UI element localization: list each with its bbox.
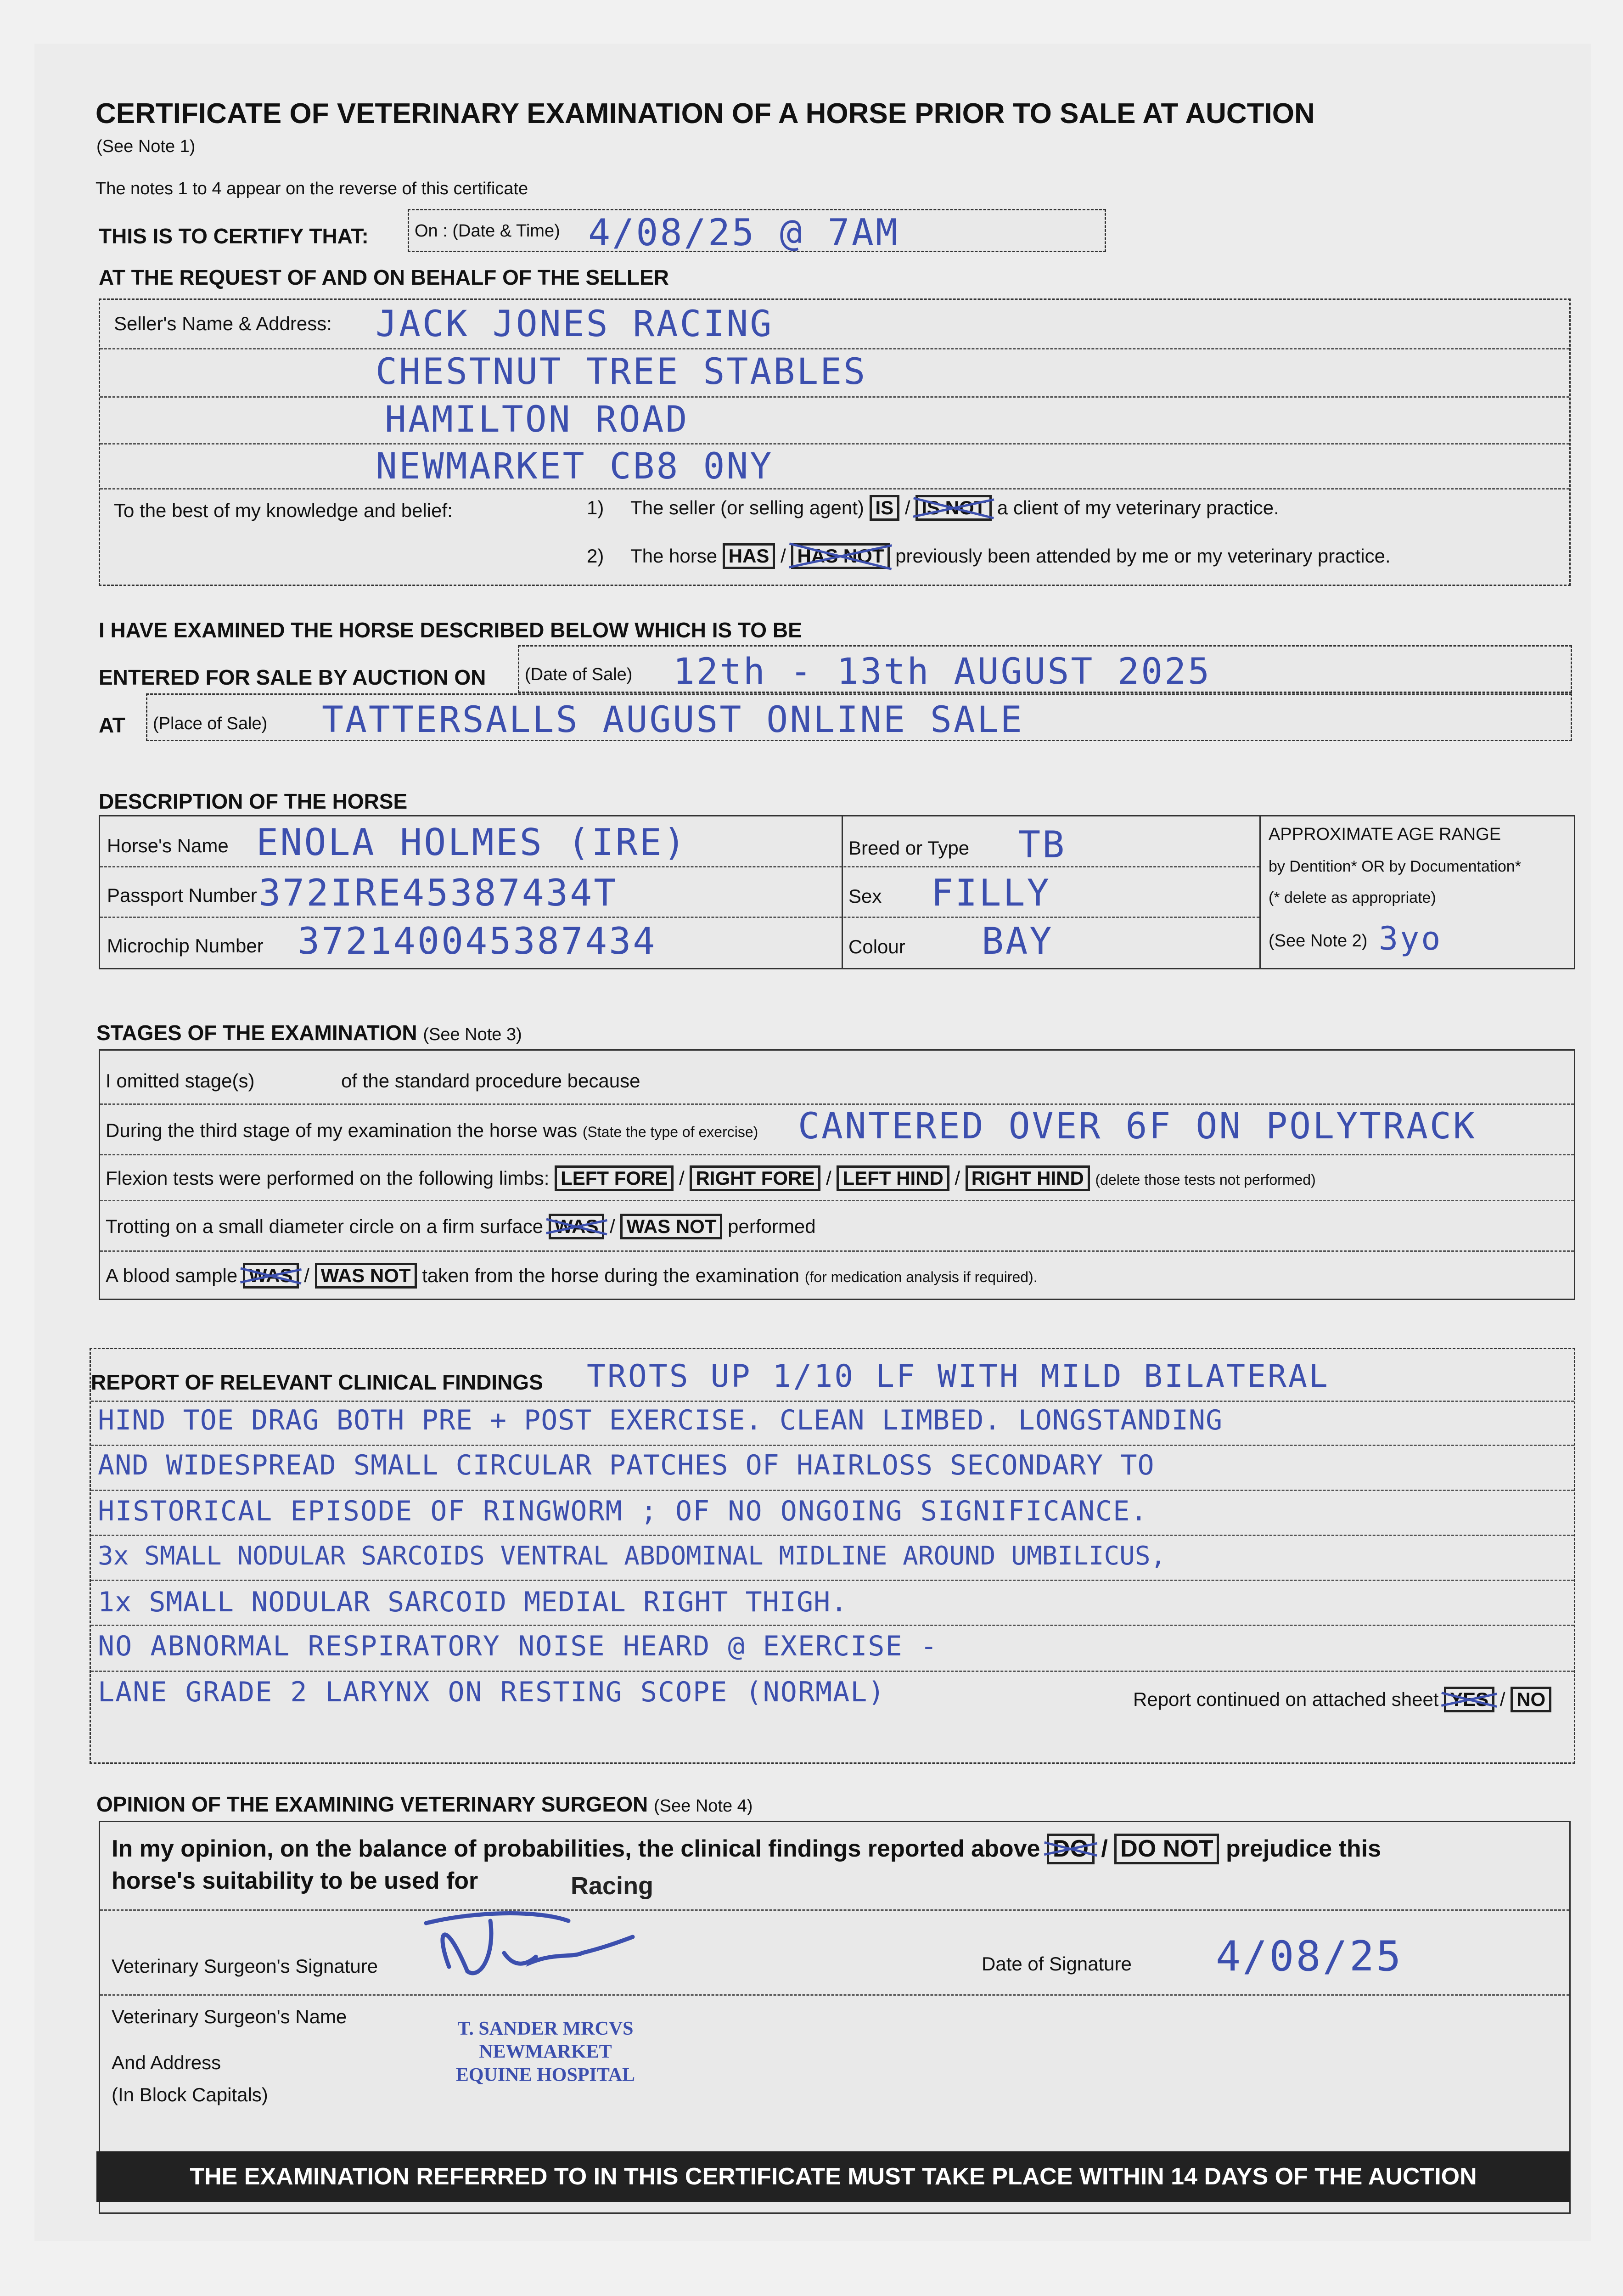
seller-line-3[interactable]: HAMILTON ROAD bbox=[385, 399, 689, 440]
report-line-1[interactable]: TROTS UP 1/10 LF WITH MILD BILATERAL bbox=[587, 1358, 1330, 1395]
third-stage-line bbox=[106, 1120, 758, 1142]
opinion-heading-line bbox=[96, 1792, 753, 1817]
vet-name-label: Veterinary Surgeon's Name bbox=[112, 2006, 347, 2027]
date-of-signature-label: Date of Signature bbox=[982, 1953, 1132, 1975]
blood-was-option[interactable]: WAS bbox=[243, 1263, 299, 1289]
date-of-sale-value: 12th - 13th AUGUST 2025 bbox=[673, 651, 1212, 692]
seller-rule bbox=[100, 488, 1569, 490]
microchip-label: Microchip Number bbox=[107, 935, 264, 957]
trot-suffix: performed bbox=[728, 1216, 816, 1237]
seller-rule bbox=[100, 396, 1569, 398]
seller-rule bbox=[100, 443, 1569, 445]
suitability-value[interactable]: Racing bbox=[571, 1872, 654, 1900]
knowledge-label: To the best of my knowledge and belief: bbox=[114, 500, 453, 521]
horse-attended-line: 2) The horse HAS / HAS NOT previously been attended by me or my veterinary practice. bbox=[587, 543, 1391, 569]
vet-address-label: And Address bbox=[112, 2052, 221, 2073]
row-rule bbox=[100, 1250, 1574, 1252]
report-rule bbox=[91, 1671, 1574, 1672]
age-see-note: (See Note 2) bbox=[1269, 931, 1368, 951]
stages-box bbox=[99, 1049, 1575, 1300]
opinion-prejudice-text: prejudice this bbox=[1225, 1835, 1382, 1862]
colour-label: Colour bbox=[848, 936, 905, 957]
report-continued-line: Report continued on attached sheet YES / NO bbox=[1133, 1687, 1551, 1712]
flexion-label: Flexion tests were performed on the following limbs: bbox=[106, 1167, 550, 1189]
auction-heading: ENTERED FOR SALE BY AUCTION ON bbox=[99, 665, 486, 689]
examined-heading: I HAVE EXAMINED THE HORSE DESCRIBED BELOW WHICH IS TO BE bbox=[99, 618, 802, 642]
age-delete-note: (* delete as appropriate) bbox=[1269, 889, 1436, 906]
sex-label: Sex bbox=[848, 885, 882, 907]
on-date-value: 4/08/25 @ 7AM bbox=[588, 211, 900, 254]
item1-number: 1) bbox=[587, 497, 604, 518]
at-label: AT bbox=[99, 713, 125, 737]
item1-text: The seller (or selling agent) bbox=[630, 497, 864, 518]
opinion-statement: In my opinion, on the balance of probabilities, the clinical findings reported above DO / DO NOT prejudice this bbox=[112, 1834, 1381, 1864]
report-line-5[interactable]: 3x SMALL NODULAR SARCOIDS VENTRAL ABDOMINAL MIDLINE AROUND UMBILICUS, bbox=[98, 1541, 1166, 1571]
age-method: by Dentition* OR by Documentation* bbox=[1269, 858, 1521, 875]
age-heading: APPROXIMATE AGE RANGE bbox=[1269, 825, 1501, 844]
breed-value[interactable]: TB bbox=[1018, 823, 1067, 866]
seller-line-4[interactable]: NEWMARKET CB8 0NY bbox=[376, 446, 774, 487]
report-rule bbox=[91, 1535, 1574, 1536]
report-box bbox=[90, 1348, 1575, 1764]
notes-line: The notes 1 to 4 appear on the reverse of this certificate bbox=[95, 179, 528, 198]
continued-no-option[interactable]: NO bbox=[1511, 1687, 1551, 1712]
row-rule bbox=[100, 1909, 1569, 1911]
breed-label: Breed or Type bbox=[848, 837, 970, 859]
flexion-left-hind[interactable]: LEFT HIND bbox=[837, 1165, 949, 1191]
certify-date-box[interactable] bbox=[408, 209, 1106, 252]
exercise-value[interactable]: CANTERED OVER 6F ON POLYTRACK bbox=[798, 1106, 1477, 1147]
report-line-6[interactable]: 1x SMALL NODULAR SARCOID MEDIAL RIGHT THIGH. bbox=[98, 1586, 848, 1618]
sale-date-box[interactable] bbox=[518, 645, 1572, 693]
seller-rule bbox=[100, 348, 1569, 349]
blood-line: A blood sample WAS / WAS NOT taken from the horse during the examination (for medication analysis if required). bbox=[106, 1263, 1038, 1289]
passport-label: Passport Number bbox=[107, 884, 257, 906]
report-line-7[interactable]: NO ABNORMAL RESPIRATORY NOISE HEARD @ EXERCISE - bbox=[98, 1630, 938, 1662]
sex-value[interactable]: FILLY bbox=[931, 872, 1051, 914]
blood-was-not-option[interactable]: WAS NOT bbox=[315, 1263, 417, 1289]
stamp-line-1: T. SANDER MRCVS bbox=[457, 2018, 634, 2039]
flexion-line: Flexion tests were performed on the following limbs: LEFT FORE / RIGHT FORE / LEFT HIND / RIGHT HIND (delete those tests not performed) bbox=[106, 1165, 1316, 1191]
stages-note: (See Note 3) bbox=[423, 1025, 522, 1044]
horse-has-not-option[interactable]: HAS NOT bbox=[791, 543, 890, 569]
horse-name-value[interactable]: ENOLA HOLMES (IRE) bbox=[256, 821, 687, 864]
report-line-8[interactable]: LANE GRADE 2 LARYNX ON RESTING SCOPE (NORMAL) bbox=[98, 1676, 886, 1708]
report-rule bbox=[91, 1580, 1574, 1581]
trot-was-not-option[interactable]: WAS NOT bbox=[620, 1214, 722, 1239]
row-rule bbox=[100, 1154, 1574, 1155]
third-stage-label: During the third stage of my examination the horse was bbox=[106, 1120, 578, 1141]
report-heading: REPORT OF RELEVANT CLINICAL FINDINGS bbox=[91, 1370, 543, 1394]
item1-suffix: a client of my veterinary practice. bbox=[997, 497, 1279, 518]
certificate-title: CERTIFICATE OF VETERINARY EXAMINATION OF A HORSE PRIOR TO SALE AT AUCTION bbox=[95, 98, 1315, 129]
opinion-heading: OPINION OF THE EXAMINING VETERINARY SURGEON bbox=[96, 1792, 648, 1816]
microchip-value[interactable]: 372140045387434 bbox=[298, 920, 657, 962]
item2-suffix: previously been attended by me or my veterinary practice. bbox=[895, 545, 1391, 567]
place-of-sale-box[interactable] bbox=[146, 693, 1572, 741]
report-rule bbox=[91, 1445, 1574, 1446]
omitted-reason-label: of the standard procedure because bbox=[341, 1070, 640, 1092]
opinion-text: In my opinion, on the balance of probabilities, the clinical findings reported above bbox=[112, 1835, 1040, 1862]
row-rule bbox=[100, 1994, 1569, 1996]
row-rule bbox=[100, 866, 1259, 867]
horse-description-box bbox=[99, 815, 1575, 969]
omitted-label: I omitted stage(s) bbox=[106, 1070, 255, 1092]
request-label: AT THE REQUEST OF AND ON BEHALF OF THE SELLER bbox=[99, 265, 669, 289]
place-of-sale-value: TATTERSALLS AUGUST ONLINE SALE bbox=[322, 699, 1024, 741]
report-rule bbox=[91, 1490, 1574, 1491]
row-rule bbox=[100, 1200, 1574, 1201]
item2-number: 2) bbox=[587, 545, 604, 567]
seller-line-1[interactable]: JACK JONES RACING bbox=[376, 304, 774, 345]
blood-label: A blood sample bbox=[106, 1265, 238, 1286]
trot-was-option[interactable]: WAS bbox=[549, 1214, 605, 1239]
seller-is-not-option[interactable]: IS NOT bbox=[915, 495, 992, 521]
passport-value[interactable]: 372IRE45387434T bbox=[258, 872, 618, 914]
row-rule bbox=[100, 917, 1259, 918]
horse-name-label: Horse's Name bbox=[107, 835, 229, 856]
seller-line-2[interactable]: CHESTNUT TREE STABLES bbox=[376, 351, 867, 393]
seller-is-option[interactable]: IS bbox=[870, 495, 900, 521]
stamp-line-2: NEWMARKET bbox=[479, 2041, 612, 2063]
report-line-4[interactable]: HISTORICAL EPISODE OF RINGWORM ; OF NO ONGOING SIGNIFICANCE. bbox=[98, 1495, 1148, 1527]
report-continued-label: Report continued on attached sheet bbox=[1133, 1688, 1439, 1710]
item2-text: The horse bbox=[630, 545, 718, 567]
report-rule bbox=[91, 1625, 1574, 1626]
date-of-signature-value[interactable]: 4/08/25 bbox=[1216, 1932, 1403, 1981]
stages-heading: STAGES OF THE EXAMINATION bbox=[96, 1021, 417, 1045]
flexion-right-fore[interactable]: RIGHT FORE bbox=[690, 1165, 820, 1191]
report-line-3[interactable]: AND WIDESPREAD SMALL CIRCULAR PATCHES OF HAIRLOSS SECONDARY TO bbox=[98, 1449, 1155, 1481]
age-value[interactable]: 3yo bbox=[1379, 920, 1443, 957]
stages-heading-line bbox=[96, 1020, 522, 1045]
column-divider bbox=[1259, 816, 1261, 968]
continued-yes-option[interactable]: YES bbox=[1444, 1687, 1494, 1712]
report-line-2[interactable]: HIND TOE DRAG BOTH PRE + POST EXERCISE. CLEAN LIMBED. LONGSTANDING bbox=[98, 1404, 1223, 1436]
footer-banner: THE EXAMINATION REFERRED TO IN THIS CERTIFICATE MUST TAKE PLACE WITHIN 14 DAYS OF THE AUCTION bbox=[96, 2151, 1570, 2202]
seller-box bbox=[99, 298, 1571, 586]
opinion-do-not-option[interactable]: DO NOT bbox=[1114, 1834, 1219, 1864]
vet-stamp bbox=[440, 2017, 651, 2087]
suitability-label: horse's suitability to be used for bbox=[112, 1868, 478, 1894]
blood-note: (for medication analysis if required). bbox=[804, 1269, 1038, 1285]
report-rule bbox=[91, 1401, 1574, 1402]
see-note-1: (See Note 1) bbox=[96, 137, 196, 156]
trot-line: Trotting on a small diameter circle on a firm surface WAS / WAS NOT performed bbox=[106, 1214, 816, 1239]
colour-value[interactable]: BAY bbox=[982, 920, 1054, 962]
seller-label: Seller's Name & Address: bbox=[114, 313, 332, 334]
flexion-right-hind[interactable]: RIGHT HIND bbox=[966, 1165, 1090, 1191]
blood-suffix: taken from the horse during the examination bbox=[422, 1265, 800, 1286]
vet-signature bbox=[417, 1902, 674, 1990]
flexion-left-fore[interactable]: LEFT FORE bbox=[555, 1165, 674, 1191]
column-divider bbox=[842, 816, 843, 968]
third-stage-note: (State the type of exercise) bbox=[582, 1124, 758, 1140]
on-date-label: On : (Date & Time) bbox=[415, 221, 560, 241]
row-rule bbox=[100, 1103, 1574, 1105]
opinion-do-option[interactable]: DO bbox=[1047, 1834, 1095, 1864]
horse-has-option[interactable]: HAS bbox=[723, 543, 775, 569]
opinion-note: (See Note 4) bbox=[654, 1796, 753, 1816]
stamp-line-3: EQUINE HOSPITAL bbox=[455, 2064, 635, 2086]
trot-label: Trotting on a small diameter circle on a firm surface bbox=[106, 1216, 544, 1237]
flexion-note: (delete those tests not performed) bbox=[1095, 1171, 1316, 1188]
seller-client-line: 1) The seller (or selling agent) IS / IS NOT a client of my veterinary practice. bbox=[587, 495, 1279, 521]
place-of-sale-label: (Place of Sale) bbox=[153, 714, 268, 733]
signature-label: Veterinary Surgeon's Signature bbox=[112, 1955, 378, 1977]
certify-label: THIS IS TO CERTIFY THAT: bbox=[99, 224, 369, 248]
block-capitals-label: (In Block Capitals) bbox=[112, 2084, 268, 2105]
description-heading: DESCRIPTION OF THE HORSE bbox=[99, 789, 408, 813]
date-of-sale-label: (Date of Sale) bbox=[525, 665, 633, 684]
